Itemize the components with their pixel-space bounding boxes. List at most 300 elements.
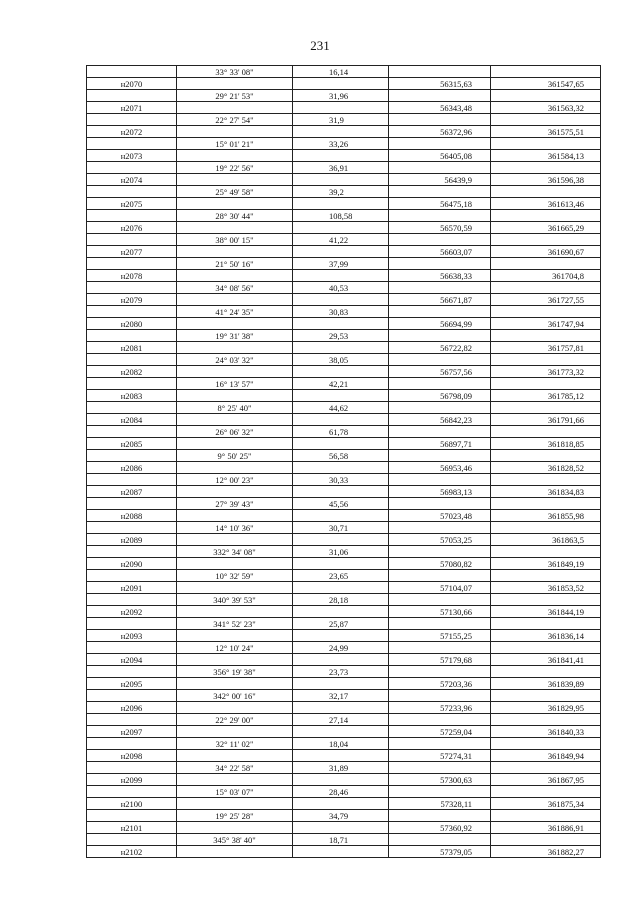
coordinates-table: [86, 65, 601, 858]
segment-angle: 19° 25' 28": [177, 810, 293, 822]
segment-row: [87, 138, 601, 150]
angle-cell-empty: [177, 102, 293, 114]
point-x: 56722,82: [389, 342, 491, 354]
point-y: 361839,89: [491, 678, 601, 690]
length-cell-empty: [293, 294, 389, 306]
point-cell-empty: [87, 114, 177, 126]
point-name: н2076: [87, 222, 177, 234]
segment-angle: 15° 01' 21": [177, 138, 293, 150]
point-x: 56475,18: [389, 198, 491, 210]
point-cell-empty: [87, 210, 177, 222]
segment-angle: 26° 06' 32": [177, 426, 293, 438]
length-cell-empty: [293, 102, 389, 114]
x-cell-empty: [389, 210, 491, 222]
segment-row: [87, 186, 601, 198]
point-x: 56694,99: [389, 318, 491, 330]
segment-angle: 342° 00' 16": [177, 690, 293, 702]
segment-row: [87, 162, 601, 174]
length-cell-empty: [293, 318, 389, 330]
x-cell-empty: [389, 90, 491, 102]
length-cell-empty: [293, 798, 389, 810]
segment-length: 37,99: [293, 258, 389, 270]
point-cell-empty: [87, 186, 177, 198]
y-cell-empty: [491, 594, 601, 606]
segment-angle: 340° 39' 53": [177, 594, 293, 606]
segment-angle: 24° 03' 32": [177, 354, 293, 366]
segment-length: 32,17: [293, 690, 389, 702]
x-cell-empty: [389, 114, 491, 126]
x-cell-empty: [389, 738, 491, 750]
point-x: 56439,9: [389, 174, 491, 186]
point-name: н2094: [87, 654, 177, 666]
point-name: н2095: [87, 678, 177, 690]
segment-length: 40,53: [293, 282, 389, 294]
x-cell-empty: [389, 714, 491, 726]
segment-length: 61,78: [293, 426, 389, 438]
point-name: н2079: [87, 294, 177, 306]
point-y: 361704,8: [491, 270, 601, 282]
angle-cell-empty: [177, 150, 293, 162]
point-row: [87, 126, 601, 138]
segment-length: 30,83: [293, 306, 389, 318]
length-cell-empty: [293, 822, 389, 834]
point-y: 361853,52: [491, 582, 601, 594]
point-name: н2082: [87, 366, 177, 378]
y-cell-empty: [491, 90, 601, 102]
point-cell-empty: [87, 450, 177, 462]
x-cell-empty: [389, 546, 491, 558]
point-y: 361834,83: [491, 486, 601, 498]
segment-length: 27,14: [293, 714, 389, 726]
segment-angle: 12° 00' 23": [177, 474, 293, 486]
segment-length: 41,22: [293, 234, 389, 246]
length-cell-empty: [293, 126, 389, 138]
point-y: 361785,12: [491, 390, 601, 402]
point-row: [87, 774, 601, 786]
segment-angle: 21° 50' 16": [177, 258, 293, 270]
y-cell-empty: [491, 498, 601, 510]
segment-row: [87, 546, 601, 558]
point-row: [87, 294, 601, 306]
segment-length: 44,62: [293, 402, 389, 414]
point-y: 361863,5: [491, 534, 601, 546]
point-y: 361584,13: [491, 150, 601, 162]
segment-angle: 41° 24' 35": [177, 306, 293, 318]
y-cell-empty: [491, 66, 601, 78]
segment-row: [87, 354, 601, 366]
point-y: 361563,32: [491, 102, 601, 114]
point-y: 361727,55: [491, 294, 601, 306]
point-cell-empty: [87, 786, 177, 798]
angle-cell-empty: [177, 678, 293, 690]
point-y: 361747,94: [491, 318, 601, 330]
segment-angle: 332° 34' 08": [177, 546, 293, 558]
length-cell-empty: [293, 174, 389, 186]
point-x: 57023,48: [389, 510, 491, 522]
point-name: н2071: [87, 102, 177, 114]
x-cell-empty: [389, 162, 491, 174]
point-name: н2072: [87, 126, 177, 138]
point-name: н2070: [87, 78, 177, 90]
point-cell-empty: [87, 138, 177, 150]
segment-length: 56,58: [293, 450, 389, 462]
y-cell-empty: [491, 570, 601, 582]
x-cell-empty: [389, 594, 491, 606]
point-y: 361836,14: [491, 630, 601, 642]
point-name: н2078: [87, 270, 177, 282]
y-cell-empty: [491, 378, 601, 390]
length-cell-empty: [293, 750, 389, 762]
segment-angle: 356° 19' 38": [177, 666, 293, 678]
segment-angle: 14° 10' 36": [177, 522, 293, 534]
angle-cell-empty: [177, 174, 293, 186]
point-name: н2096: [87, 702, 177, 714]
length-cell-empty: [293, 678, 389, 690]
segment-row: [87, 690, 601, 702]
segment-angle: 32° 11' 02": [177, 738, 293, 750]
length-cell-empty: [293, 774, 389, 786]
point-name: н2100: [87, 798, 177, 810]
y-cell-empty: [491, 258, 601, 270]
angle-cell-empty: [177, 534, 293, 546]
point-cell-empty: [87, 282, 177, 294]
point-row: [87, 438, 601, 450]
point-name: н2086: [87, 462, 177, 474]
segment-row: [87, 210, 601, 222]
angle-cell-empty: [177, 318, 293, 330]
segment-row: [87, 474, 601, 486]
segment-length: 18,71: [293, 834, 389, 846]
point-row: [87, 606, 601, 618]
point-cell-empty: [87, 330, 177, 342]
y-cell-empty: [491, 282, 601, 294]
y-cell-empty: [491, 474, 601, 486]
point-x: 56842,23: [389, 414, 491, 426]
point-y: 361613,46: [491, 198, 601, 210]
point-cell-empty: [87, 546, 177, 558]
y-cell-empty: [491, 234, 601, 246]
length-cell-empty: [293, 366, 389, 378]
angle-cell-empty: [177, 822, 293, 834]
length-cell-empty: [293, 846, 389, 858]
y-cell-empty: [491, 834, 601, 846]
angle-cell-empty: [177, 702, 293, 714]
point-y: 361867,95: [491, 774, 601, 786]
angle-cell-empty: [177, 510, 293, 522]
point-name: н2077: [87, 246, 177, 258]
segment-row: [87, 234, 601, 246]
segment-length: 38,05: [293, 354, 389, 366]
y-cell-empty: [491, 402, 601, 414]
point-row: [87, 270, 601, 282]
segment-row: [87, 450, 601, 462]
point-cell-empty: [87, 258, 177, 270]
segment-length: 31,06: [293, 546, 389, 558]
point-row: [87, 582, 601, 594]
y-cell-empty: [491, 306, 601, 318]
segment-angle: 33° 33' 08": [177, 66, 293, 78]
segment-row: [87, 618, 601, 630]
point-x: 56405,08: [389, 150, 491, 162]
point-row: [87, 534, 601, 546]
point-row: [87, 558, 601, 570]
point-y: 361665,29: [491, 222, 601, 234]
point-row: [87, 390, 601, 402]
point-row: [87, 846, 601, 858]
segment-length: 108,58: [293, 210, 389, 222]
point-x: 57179,68: [389, 654, 491, 666]
segment-angle: 25° 49' 58": [177, 186, 293, 198]
angle-cell-empty: [177, 750, 293, 762]
point-cell-empty: [87, 90, 177, 102]
point-row: [87, 678, 601, 690]
point-row: [87, 318, 601, 330]
segment-row: [87, 90, 601, 102]
point-cell-empty: [87, 234, 177, 246]
x-cell-empty: [389, 498, 491, 510]
length-cell-empty: [293, 270, 389, 282]
point-cell-empty: [87, 666, 177, 678]
point-x: 56638,33: [389, 270, 491, 282]
point-y: 361828,52: [491, 462, 601, 474]
angle-cell-empty: [177, 654, 293, 666]
y-cell-empty: [491, 450, 601, 462]
length-cell-empty: [293, 606, 389, 618]
segment-angle: 12° 10' 24": [177, 642, 293, 654]
segment-angle: 34° 22' 58": [177, 762, 293, 774]
angle-cell-empty: [177, 126, 293, 138]
point-row: [87, 822, 601, 834]
y-cell-empty: [491, 186, 601, 198]
segment-angle: 19° 31' 38": [177, 330, 293, 342]
x-cell-empty: [389, 306, 491, 318]
point-name: н2088: [87, 510, 177, 522]
angle-cell-empty: [177, 774, 293, 786]
segment-length: 31,96: [293, 90, 389, 102]
point-name: н2073: [87, 150, 177, 162]
segment-length: 18,04: [293, 738, 389, 750]
point-name: н2102: [87, 846, 177, 858]
page-number: 231: [310, 38, 330, 53]
x-cell-empty: [389, 762, 491, 774]
segment-row: [87, 786, 601, 798]
length-cell-empty: [293, 78, 389, 90]
angle-cell-empty: [177, 846, 293, 858]
y-cell-empty: [491, 522, 601, 534]
length-cell-empty: [293, 582, 389, 594]
length-cell-empty: [293, 702, 389, 714]
point-x: 56671,87: [389, 294, 491, 306]
angle-cell-empty: [177, 414, 293, 426]
point-cell-empty: [87, 354, 177, 366]
point-x: 57328,11: [389, 798, 491, 810]
point-cell-empty: [87, 378, 177, 390]
x-cell-empty: [389, 474, 491, 486]
angle-cell-empty: [177, 366, 293, 378]
angle-cell-empty: [177, 630, 293, 642]
point-row: [87, 174, 601, 186]
point-name: н2074: [87, 174, 177, 186]
segment-angle: 38° 00' 15": [177, 234, 293, 246]
x-cell-empty: [389, 186, 491, 198]
point-y: 361791,66: [491, 414, 601, 426]
y-cell-empty: [491, 354, 601, 366]
point-cell-empty: [87, 618, 177, 630]
segment-angle: 9° 50' 25": [177, 450, 293, 462]
point-cell-empty: [87, 474, 177, 486]
angle-cell-empty: [177, 486, 293, 498]
segment-angle: 29° 21' 53": [177, 90, 293, 102]
segment-row: [87, 402, 601, 414]
length-cell-empty: [293, 654, 389, 666]
segment-row: [87, 282, 601, 294]
y-cell-empty: [491, 642, 601, 654]
length-cell-empty: [293, 486, 389, 498]
point-x: 56798,09: [389, 390, 491, 402]
point-row: [87, 462, 601, 474]
segment-length: 24,99: [293, 642, 389, 654]
point-name: н2075: [87, 198, 177, 210]
point-x: 57379,05: [389, 846, 491, 858]
angle-cell-empty: [177, 726, 293, 738]
segment-length: 33,26: [293, 138, 389, 150]
segment-angle: 22° 29' 00": [177, 714, 293, 726]
point-row: [87, 198, 601, 210]
x-cell-empty: [389, 834, 491, 846]
angle-cell-empty: [177, 462, 293, 474]
angle-cell-empty: [177, 246, 293, 258]
point-x: 57104,07: [389, 582, 491, 594]
point-x: 57360,92: [389, 822, 491, 834]
point-row: [87, 486, 601, 498]
point-name: н2080: [87, 318, 177, 330]
point-name: н2083: [87, 390, 177, 402]
point-x: 56343,48: [389, 102, 491, 114]
segment-row: [87, 594, 601, 606]
y-cell-empty: [491, 810, 601, 822]
point-cell-empty: [87, 738, 177, 750]
y-cell-empty: [491, 786, 601, 798]
segment-length: 45,56: [293, 498, 389, 510]
point-y: 361829,95: [491, 702, 601, 714]
segment-length: 30,33: [293, 474, 389, 486]
point-x: 57300,63: [389, 774, 491, 786]
segment-length: 34,79: [293, 810, 389, 822]
point-row: [87, 366, 601, 378]
point-y: 361882,27: [491, 846, 601, 858]
length-cell-empty: [293, 558, 389, 570]
angle-cell-empty: [177, 798, 293, 810]
segment-row: [87, 306, 601, 318]
length-cell-empty: [293, 726, 389, 738]
y-cell-empty: [491, 546, 601, 558]
point-cell-empty: [87, 402, 177, 414]
point-cell-empty: [87, 306, 177, 318]
point-y: 361844,19: [491, 606, 601, 618]
y-cell-empty: [491, 426, 601, 438]
segment-row: [87, 762, 601, 774]
x-cell-empty: [389, 786, 491, 798]
segment-angle: 22° 27' 54": [177, 114, 293, 126]
segment-row: [87, 114, 601, 126]
angle-cell-empty: [177, 558, 293, 570]
segment-length: 31,89: [293, 762, 389, 774]
point-row: [87, 798, 601, 810]
segment-angle: 15° 03' 07": [177, 786, 293, 798]
point-x: 56603,07: [389, 246, 491, 258]
point-y: 361886,91: [491, 822, 601, 834]
point-x: 57130,66: [389, 606, 491, 618]
angle-cell-empty: [177, 438, 293, 450]
point-name: н2085: [87, 438, 177, 450]
length-cell-empty: [293, 150, 389, 162]
segment-length: 31,9: [293, 114, 389, 126]
x-cell-empty: [389, 402, 491, 414]
length-cell-empty: [293, 462, 389, 474]
segment-length: 25,87: [293, 618, 389, 630]
point-x: 57203,36: [389, 678, 491, 690]
x-cell-empty: [389, 642, 491, 654]
point-row: [87, 102, 601, 114]
point-y: 361596,38: [491, 174, 601, 186]
point-name: н2091: [87, 582, 177, 594]
point-name: н2092: [87, 606, 177, 618]
y-cell-empty: [491, 666, 601, 678]
point-x: 56372,96: [389, 126, 491, 138]
point-x: 57080,82: [389, 558, 491, 570]
point-x: 57155,25: [389, 630, 491, 642]
angle-cell-empty: [177, 582, 293, 594]
segment-row: [87, 330, 601, 342]
point-x: 56953,46: [389, 462, 491, 474]
segment-angle: 8° 25' 40": [177, 402, 293, 414]
segment-length: 36,91: [293, 162, 389, 174]
angle-cell-empty: [177, 78, 293, 90]
y-cell-empty: [491, 762, 601, 774]
length-cell-empty: [293, 246, 389, 258]
x-cell-empty: [389, 330, 491, 342]
point-row: [87, 510, 601, 522]
y-cell-empty: [491, 714, 601, 726]
length-cell-empty: [293, 510, 389, 522]
x-cell-empty: [389, 258, 491, 270]
segment-row: [87, 642, 601, 654]
segment-row: [87, 522, 601, 534]
point-row: [87, 150, 601, 162]
point-y: 361849,19: [491, 558, 601, 570]
segment-length: 39,2: [293, 186, 389, 198]
point-name: н2090: [87, 558, 177, 570]
segment-angle: 27° 39' 43": [177, 498, 293, 510]
segment-row: [87, 834, 601, 846]
segment-row: [87, 378, 601, 390]
point-row: [87, 726, 601, 738]
x-cell-empty: [389, 450, 491, 462]
point-y: 361875,34: [491, 798, 601, 810]
segment-length: 30,71: [293, 522, 389, 534]
point-y: 361818,85: [491, 438, 601, 450]
segment-row: [87, 258, 601, 270]
y-cell-empty: [491, 738, 601, 750]
point-name: н2089: [87, 534, 177, 546]
y-cell-empty: [491, 618, 601, 630]
point-cell-empty: [87, 810, 177, 822]
point-x: 56315,63: [389, 78, 491, 90]
segment-length: 28,18: [293, 594, 389, 606]
y-cell-empty: [491, 690, 601, 702]
point-cell-empty: [87, 594, 177, 606]
y-cell-empty: [491, 210, 601, 222]
